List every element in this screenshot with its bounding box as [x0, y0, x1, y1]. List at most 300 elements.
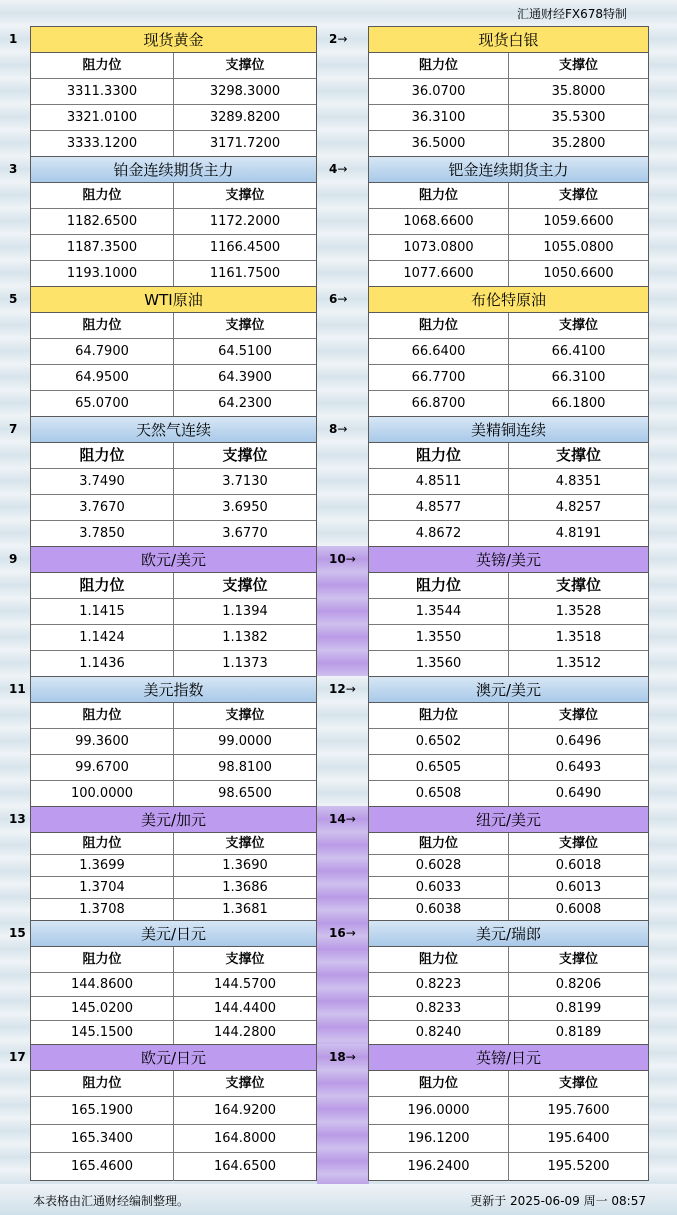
value-row	[31, 391, 316, 417]
resistance-header: 阻力位	[369, 443, 509, 468]
support-value: 1059.6600	[543, 214, 614, 229]
panel-number-text: 1	[9, 32, 18, 46]
instrument-title: 欧元/日元	[31, 1045, 316, 1071]
instrument-panel	[368, 26, 649, 157]
footer	[0, 1184, 677, 1215]
value-row	[31, 521, 316, 547]
column-header-row	[31, 1071, 316, 1097]
instrument-panel	[30, 26, 317, 157]
value-row	[31, 365, 316, 391]
support-value: 35.2800	[551, 136, 606, 151]
column-header-row	[369, 947, 648, 973]
support-value: 66.4100	[551, 344, 606, 359]
resistance-header: 阻力位	[369, 947, 509, 972]
panel-number-text: 3	[9, 162, 18, 176]
support-value: 98.8100	[218, 760, 272, 775]
resistance-header: 阻力位	[31, 313, 174, 338]
support-value: 0.6496	[555, 734, 602, 749]
instrument-title: 钯金连续期货主力	[369, 157, 648, 183]
support-header: 支撑位	[558, 318, 598, 333]
resistance-header: 阻力位	[369, 703, 509, 728]
value-row	[31, 973, 316, 997]
panel-number	[317, 546, 369, 572]
panel-number-text: 7	[9, 422, 18, 436]
value-row	[31, 1021, 316, 1045]
instrument-title: 铂金连续期货主力	[31, 157, 316, 183]
instrument-title: 现货黄金	[31, 27, 316, 53]
arrow-icon: →	[345, 552, 356, 566]
support-value: 0.8199	[555, 1001, 602, 1016]
resistance-value: 0.6038	[369, 899, 509, 921]
support-value: 0.6008	[555, 902, 602, 917]
value-row	[369, 755, 648, 781]
value-row	[369, 261, 648, 287]
instrument-title: WTI原油	[31, 287, 316, 313]
resistance-value: 1.3708	[31, 899, 174, 921]
value-row	[31, 781, 316, 807]
resistance-value: 66.7700	[369, 365, 509, 390]
value-row	[369, 599, 648, 625]
instrument-panel	[368, 920, 649, 1045]
support-value: 144.2800	[213, 1025, 277, 1040]
instrument-title: 美元/加元	[31, 807, 316, 833]
panel-number	[317, 806, 369, 832]
instrument-title: 欧元/美元	[31, 547, 316, 573]
column-header-row	[31, 183, 316, 209]
column-header-row	[369, 183, 648, 209]
support-value: 195.5200	[547, 1159, 610, 1174]
resistance-header: 阻力位	[31, 183, 174, 208]
instrument-panel	[368, 806, 649, 921]
column-header-row	[31, 53, 316, 79]
column-header-row	[31, 313, 316, 339]
value-row	[31, 469, 316, 495]
resistance-value: 66.8700	[369, 391, 509, 417]
value-row	[31, 1097, 316, 1125]
support-value: 3.6950	[222, 500, 268, 515]
resistance-value: 1182.6500	[31, 209, 174, 234]
arrow-icon: →	[337, 32, 348, 46]
value-row	[369, 625, 648, 651]
resistance-value: 0.8240	[369, 1021, 509, 1045]
instrument-panel	[30, 546, 317, 677]
resistance-value: 0.6508	[369, 781, 509, 807]
instrument-title: 美元指数	[31, 677, 316, 703]
support-header: 支撑位	[558, 952, 598, 967]
value-row	[31, 339, 316, 365]
support-header: 支撑位	[555, 446, 601, 464]
value-row	[31, 105, 316, 131]
panel-number	[317, 156, 369, 182]
instrument-panel	[30, 920, 317, 1045]
support-header: 支撑位	[222, 576, 268, 594]
instrument-panel	[30, 1044, 317, 1181]
resistance-value: 65.0700	[31, 391, 174, 417]
resistance-header: 阻力位	[31, 1071, 174, 1096]
instrument-title: 英镑/美元	[369, 547, 648, 573]
brand-label: 汇通财经FX678特制	[516, 7, 627, 21]
value-row	[369, 1153, 648, 1181]
value-row	[31, 131, 316, 157]
value-row	[369, 781, 648, 807]
column-header-row	[369, 1071, 648, 1097]
value-row	[369, 1021, 648, 1045]
support-value: 1172.2000	[209, 214, 281, 229]
resistance-value: 145.1500	[31, 1021, 174, 1045]
panel-number-text: 9	[9, 552, 18, 566]
support-value: 164.8000	[213, 1131, 277, 1146]
support-header: 支撑位	[558, 1076, 598, 1091]
support-value: 99.0000	[218, 734, 272, 749]
panel-number-text: 6	[329, 292, 338, 306]
support-header: 支撑位	[225, 708, 265, 723]
value-row	[369, 521, 648, 547]
resistance-value: 1.1436	[31, 651, 174, 677]
value-row	[31, 899, 316, 921]
value-row	[31, 1153, 316, 1181]
support-value: 0.6018	[555, 858, 602, 873]
support-value: 0.6490	[555, 786, 602, 801]
resistance-value: 3.7490	[31, 469, 174, 494]
resistance-header: 阻力位	[31, 573, 174, 598]
column-header-row	[369, 443, 648, 469]
value-row	[369, 899, 648, 921]
value-row	[369, 391, 648, 417]
arrow-icon: →	[337, 162, 348, 176]
arrow-icon: →	[345, 812, 356, 826]
value-row	[369, 79, 648, 105]
panel-number-text: 18	[329, 1050, 346, 1064]
resistance-value: 0.6028	[369, 855, 509, 876]
resistance-value: 36.3100	[369, 105, 509, 130]
support-header: 支撑位	[558, 58, 598, 73]
resistance-value: 1187.3500	[31, 235, 174, 260]
support-value: 0.8206	[555, 977, 602, 992]
support-value: 1.3686	[222, 880, 268, 895]
footer-note: 本表格由汇通财经编制整理。	[33, 1194, 190, 1208]
resistance-header: 阻力位	[31, 703, 174, 728]
support-value: 1.3690	[222, 858, 268, 873]
value-row	[31, 79, 316, 105]
value-row	[369, 729, 648, 755]
panel-number	[317, 416, 369, 442]
support-header: 支撑位	[225, 188, 265, 203]
support-value: 195.6400	[547, 1131, 610, 1146]
instrument-panel	[368, 1044, 649, 1181]
support-value: 1.1373	[222, 656, 268, 671]
instrument-title: 纽元/美元	[369, 807, 648, 833]
value-row	[31, 209, 316, 235]
support-value: 1.3528	[555, 604, 602, 619]
instrument-panel	[30, 416, 317, 547]
resistance-value: 1.1415	[31, 599, 174, 624]
panel-number	[0, 1044, 30, 1070]
panel-number	[0, 546, 30, 572]
resistance-value: 1.3560	[369, 651, 509, 677]
resistance-header: 阻力位	[369, 313, 509, 338]
value-row	[369, 1125, 648, 1153]
panel-number-text: 8	[329, 422, 338, 436]
panel-number	[0, 920, 30, 946]
support-value: 35.5300	[551, 110, 606, 125]
support-value: 164.6500	[213, 1159, 277, 1174]
value-row	[369, 105, 648, 131]
panel-number-text: 10	[329, 552, 346, 566]
panel-number	[317, 26, 369, 52]
instrument-panel	[30, 286, 317, 417]
resistance-header: 阻力位	[369, 53, 509, 78]
resistance-header: 阻力位	[369, 1071, 509, 1096]
value-row	[369, 997, 648, 1021]
instrument-panel	[368, 546, 649, 677]
support-value: 64.2300	[218, 396, 272, 411]
instrument-title: 美元/瑞郎	[369, 921, 648, 947]
support-value: 1050.6600	[543, 266, 614, 281]
support-header: 支撑位	[225, 1076, 265, 1091]
instrument-panel	[30, 806, 317, 921]
resistance-value: 100.0000	[31, 781, 174, 807]
resistance-value: 196.1200	[369, 1125, 509, 1152]
resistance-value: 1.3550	[369, 625, 509, 650]
support-value: 195.7600	[547, 1103, 610, 1118]
panel-number	[317, 1044, 369, 1070]
support-header: 支撑位	[558, 836, 598, 851]
column-header-row	[369, 703, 648, 729]
resistance-value: 4.8672	[369, 521, 509, 547]
instrument-title: 布伦特原油	[369, 287, 648, 313]
value-row	[31, 235, 316, 261]
value-row	[31, 599, 316, 625]
support-value: 0.8189	[555, 1025, 602, 1040]
resistance-value: 66.6400	[369, 339, 509, 364]
value-row	[31, 651, 316, 677]
support-header: 支撑位	[225, 58, 265, 73]
resistance-value: 4.8511	[369, 469, 509, 494]
panel-number-text: 4	[329, 162, 338, 176]
support-value: 3171.7200	[209, 136, 281, 151]
instrument-panel	[368, 156, 649, 287]
support-header: 支撑位	[558, 708, 598, 723]
support-header: 支撑位	[222, 446, 268, 464]
value-row	[31, 495, 316, 521]
support-value: 1.3518	[555, 630, 602, 645]
panel-number-text: 13	[9, 812, 26, 826]
panel-number-text: 12	[329, 682, 346, 696]
instrument-panel	[30, 156, 317, 287]
resistance-value: 145.0200	[31, 997, 174, 1020]
value-row	[31, 625, 316, 651]
support-value: 1161.7500	[209, 266, 281, 281]
support-value: 1166.4500	[209, 240, 281, 255]
support-value: 0.6493	[555, 760, 602, 775]
column-header-row	[31, 443, 316, 469]
resistance-value: 0.6502	[369, 729, 509, 754]
arrow-icon: →	[345, 682, 356, 696]
value-row	[31, 877, 316, 899]
support-value: 144.4400	[213, 1001, 277, 1016]
resistance-value: 99.3600	[31, 729, 174, 754]
resistance-value: 144.8600	[31, 973, 174, 996]
support-value: 1.3681	[222, 902, 268, 917]
panel-number	[0, 416, 30, 442]
resistance-value: 3311.3300	[31, 79, 174, 104]
support-value: 4.8191	[555, 526, 602, 541]
resistance-header: 阻力位	[31, 947, 174, 972]
panel-number-text: 11	[9, 682, 26, 696]
resistance-header: 阻力位	[31, 443, 174, 468]
support-value: 4.8351	[555, 474, 602, 489]
support-value: 0.6013	[555, 880, 602, 895]
panel-number	[0, 26, 30, 52]
resistance-header: 阻力位	[369, 183, 509, 208]
resistance-value: 99.6700	[31, 755, 174, 780]
resistance-value: 165.1900	[31, 1097, 174, 1124]
support-value: 66.3100	[551, 370, 606, 385]
resistance-value: 1068.6600	[369, 209, 509, 234]
support-header: 支撑位	[225, 318, 265, 333]
column-header-row	[31, 833, 316, 855]
resistance-value: 64.7900	[31, 339, 174, 364]
panel-number	[317, 676, 369, 702]
value-row	[31, 997, 316, 1021]
instrument-panel	[30, 676, 317, 807]
support-value: 35.8000	[551, 84, 606, 99]
resistance-value: 1.3544	[369, 599, 509, 624]
resistance-value: 64.9500	[31, 365, 174, 390]
resistance-value: 165.4600	[31, 1153, 174, 1181]
value-row	[369, 469, 648, 495]
instrument-title: 美精铜连续	[369, 417, 648, 443]
instrument-title: 美元/日元	[31, 921, 316, 947]
instrument-panel	[368, 416, 649, 547]
resistance-value: 1077.6600	[369, 261, 509, 287]
arrow-icon: →	[345, 1050, 356, 1064]
resistance-header: 阻力位	[369, 573, 509, 598]
resistance-value: 3.7670	[31, 495, 174, 520]
instrument-title: 现货白银	[369, 27, 648, 53]
arrow-icon: →	[337, 292, 348, 306]
resistance-value: 4.8577	[369, 495, 509, 520]
panel-number	[0, 806, 30, 832]
column-header-row	[31, 947, 316, 973]
support-value: 98.6500	[218, 786, 272, 801]
resistance-header: 阻力位	[369, 833, 509, 854]
instrument-panel	[368, 676, 649, 807]
resistance-value: 36.5000	[369, 131, 509, 157]
support-value: 3.6770	[222, 526, 268, 541]
resistance-value: 165.3400	[31, 1125, 174, 1152]
resistance-value: 3333.1200	[31, 131, 174, 157]
value-row	[369, 339, 648, 365]
resistance-value: 0.8233	[369, 997, 509, 1020]
instrument-title: 英镑/日元	[369, 1045, 648, 1071]
support-value: 3.7130	[222, 474, 268, 489]
support-value: 64.5100	[218, 344, 272, 359]
value-row	[369, 209, 648, 235]
resistance-header: 阻力位	[31, 53, 174, 78]
panel-number	[0, 156, 30, 182]
update-time: 更新于 2025-06-09 周一 08:57	[470, 1194, 646, 1208]
arrow-icon: →	[337, 422, 348, 436]
instrument-panel	[368, 286, 649, 417]
support-value: 4.8257	[555, 500, 602, 515]
column-header-row	[369, 833, 648, 855]
instrument-title: 澳元/美元	[369, 677, 648, 703]
resistance-value: 36.0700	[369, 79, 509, 104]
resistance-value: 0.6505	[369, 755, 509, 780]
support-value: 164.9200	[213, 1103, 277, 1118]
resistance-value: 3321.0100	[31, 105, 174, 130]
support-value: 1.3512	[555, 656, 602, 671]
support-value: 1.1394	[222, 604, 268, 619]
value-row	[31, 1125, 316, 1153]
value-row	[31, 261, 316, 287]
column-header-row	[31, 703, 316, 729]
support-header: 支撑位	[225, 952, 265, 967]
panel-number-text: 16	[329, 926, 346, 940]
value-row	[31, 855, 316, 877]
resistance-value: 196.0000	[369, 1097, 509, 1124]
support-header: 支撑位	[555, 576, 601, 594]
support-value: 144.5700	[213, 977, 277, 992]
value-row	[369, 235, 648, 261]
resistance-value: 1.3699	[31, 855, 174, 876]
column-header-row	[369, 53, 648, 79]
value-row	[369, 651, 648, 677]
panel-number-text: 2	[329, 32, 338, 46]
support-value: 1055.0800	[543, 240, 614, 255]
resistance-value: 1193.1000	[31, 261, 174, 287]
resistance-value: 1.3704	[31, 877, 174, 898]
value-row	[369, 1097, 648, 1125]
support-value: 3289.8200	[209, 110, 281, 125]
column-header-row	[31, 573, 316, 599]
support-value: 64.3900	[218, 370, 272, 385]
value-row	[369, 855, 648, 877]
panel-number	[317, 920, 369, 946]
support-value: 1.1382	[222, 630, 268, 645]
support-value: 66.1800	[551, 396, 606, 411]
value-row	[31, 755, 316, 781]
column-header-row	[369, 313, 648, 339]
resistance-value: 0.8223	[369, 973, 509, 996]
resistance-header: 阻力位	[31, 833, 174, 854]
panel-number	[0, 676, 30, 702]
panel-number-text: 5	[9, 292, 18, 306]
column-header-row	[369, 573, 648, 599]
resistance-value: 1.1424	[31, 625, 174, 650]
resistance-value: 196.2400	[369, 1153, 509, 1181]
value-row	[369, 495, 648, 521]
resistance-value: 1073.0800	[369, 235, 509, 260]
panel-number-text: 14	[329, 812, 346, 826]
panel-number-text: 15	[9, 926, 26, 940]
value-row	[369, 877, 648, 899]
value-row	[31, 729, 316, 755]
value-row	[369, 973, 648, 997]
panel-number	[0, 286, 30, 312]
value-row	[369, 131, 648, 157]
resistance-value: 3.7850	[31, 521, 174, 547]
arrow-icon: →	[345, 926, 356, 940]
panel-number	[317, 286, 369, 312]
value-row	[369, 365, 648, 391]
resistance-value: 0.6033	[369, 877, 509, 898]
support-value: 3298.3000	[209, 84, 281, 99]
support-header: 支撑位	[558, 188, 598, 203]
support-header: 支撑位	[225, 836, 265, 851]
panel-number-text: 17	[9, 1050, 26, 1064]
